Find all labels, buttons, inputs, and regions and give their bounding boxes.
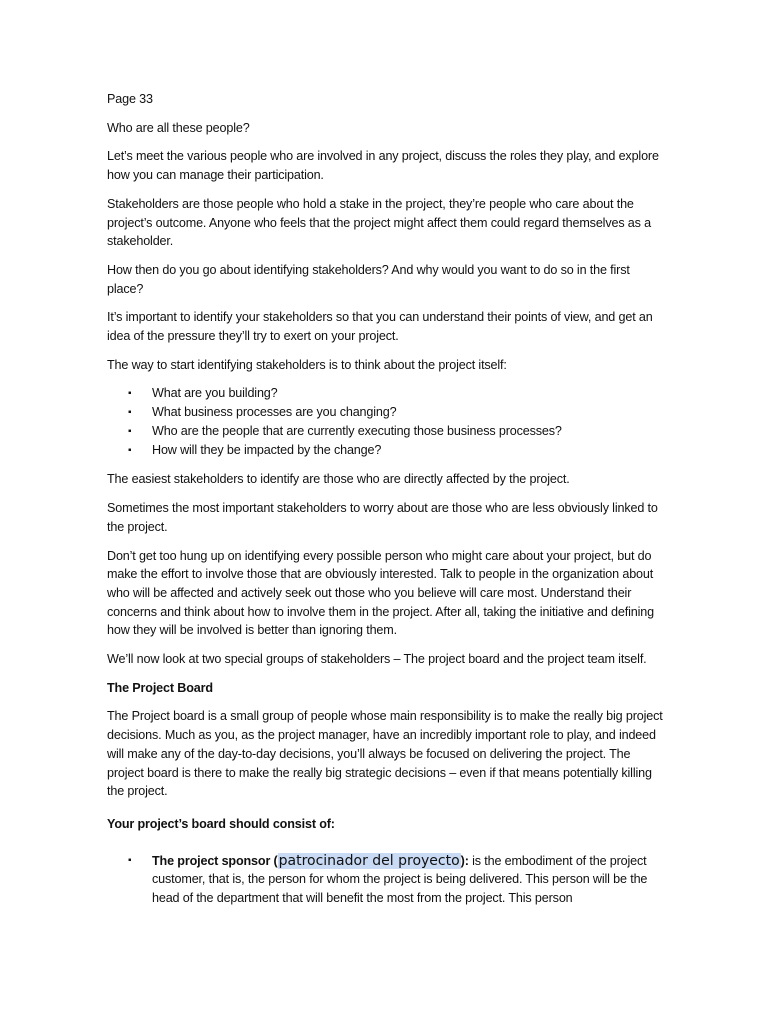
- list-item-project-sponsor: [107, 852, 667, 908]
- sponsor-term: The project sponsor (: [152, 853, 278, 868]
- board-members-heading: Your project’s board should consist of:: [107, 816, 335, 831]
- page-number: Page 33: [107, 92, 153, 106]
- paragraph-importance: It’s important to identify your stakeholders so that you can understand their points of view, and get an idea of the pressure they’ll try to exert on your project.: [107, 310, 653, 344]
- paragraph-special-groups: We’ll now look at two special groups of stakeholders – The project board and the project team itself.: [107, 652, 647, 667]
- sponsor-term-close: ):: [460, 853, 469, 868]
- board-members-list: [107, 852, 667, 908]
- list-item: ▪ What are you building?: [107, 384, 667, 403]
- question-list: [107, 384, 667, 460]
- section-heading-project-board: The Project Board: [107, 680, 213, 695]
- list-item: ▪ How will they be impacted by the change?: [107, 441, 667, 460]
- document-body: [107, 90, 667, 908]
- sponsor-description: is the embodiment of the project customer, that is, the person for whom the project is being delivered. This person will be the head of the department that will benefit the most from the project. This person: [152, 853, 648, 906]
- paragraph-easiest: The easiest stakeholders to identify are those who are directly affected by the project.: [107, 472, 570, 487]
- paragraph-stakeholder-definition: Stakeholders are those people who hold a stake in the project, they’re people who care about the project’s outcome. Anyone who feels that the project might affect them could regard themselves as a stakeholder.: [107, 196, 652, 249]
- paragraph-intro: Let’s meet the various people who are involved in any project, discuss the roles they play, and explore how you can manage their participation.: [107, 149, 659, 183]
- chapter-heading: Who are all these people?: [107, 120, 250, 135]
- paragraph-project-board: The Project board is a small group of people whose main responsibility is to make the really big project decisions. Much as you, as the project manager, have an incredibly important role to play, and indeed will make any of the day-to-day decisions, you’ll always be focused on delivering the project. The project board is there to make the really big strategic decisions – even if that means potentially killing the project.: [107, 709, 663, 799]
- paragraph-most-important: Sometimes the most important stakeholders to worry about are those who are less obviously linked to the project.: [107, 501, 658, 534]
- list-item: ▪ What business processes are you changing?: [107, 403, 667, 422]
- paragraph-identifying-question: How then do you go about identifying stakeholders? And why would you want to do so in the first place?: [107, 262, 630, 296]
- paragraph-advice: Don’t get too hung up on identifying every possible person who might care about your project, but do make the effort to involve those that are obviously interested. Talk to people in the organization about who will be affected and actively seek out those who you believe will care most. Understand their concerns and think about how to involve them in the project. After all, taking the initiative and defining how they will be involved is better than ignoring them.: [107, 548, 654, 638]
- paragraph-how-to-start: The way to start identifying stakeholders is to think about the project itself:: [107, 357, 507, 372]
- list-item: ▪ Who are the people that are currently executing those business processes?: [107, 422, 667, 441]
- highlighted-translation[interactable]: patrocinador del proyecto: [278, 852, 460, 869]
